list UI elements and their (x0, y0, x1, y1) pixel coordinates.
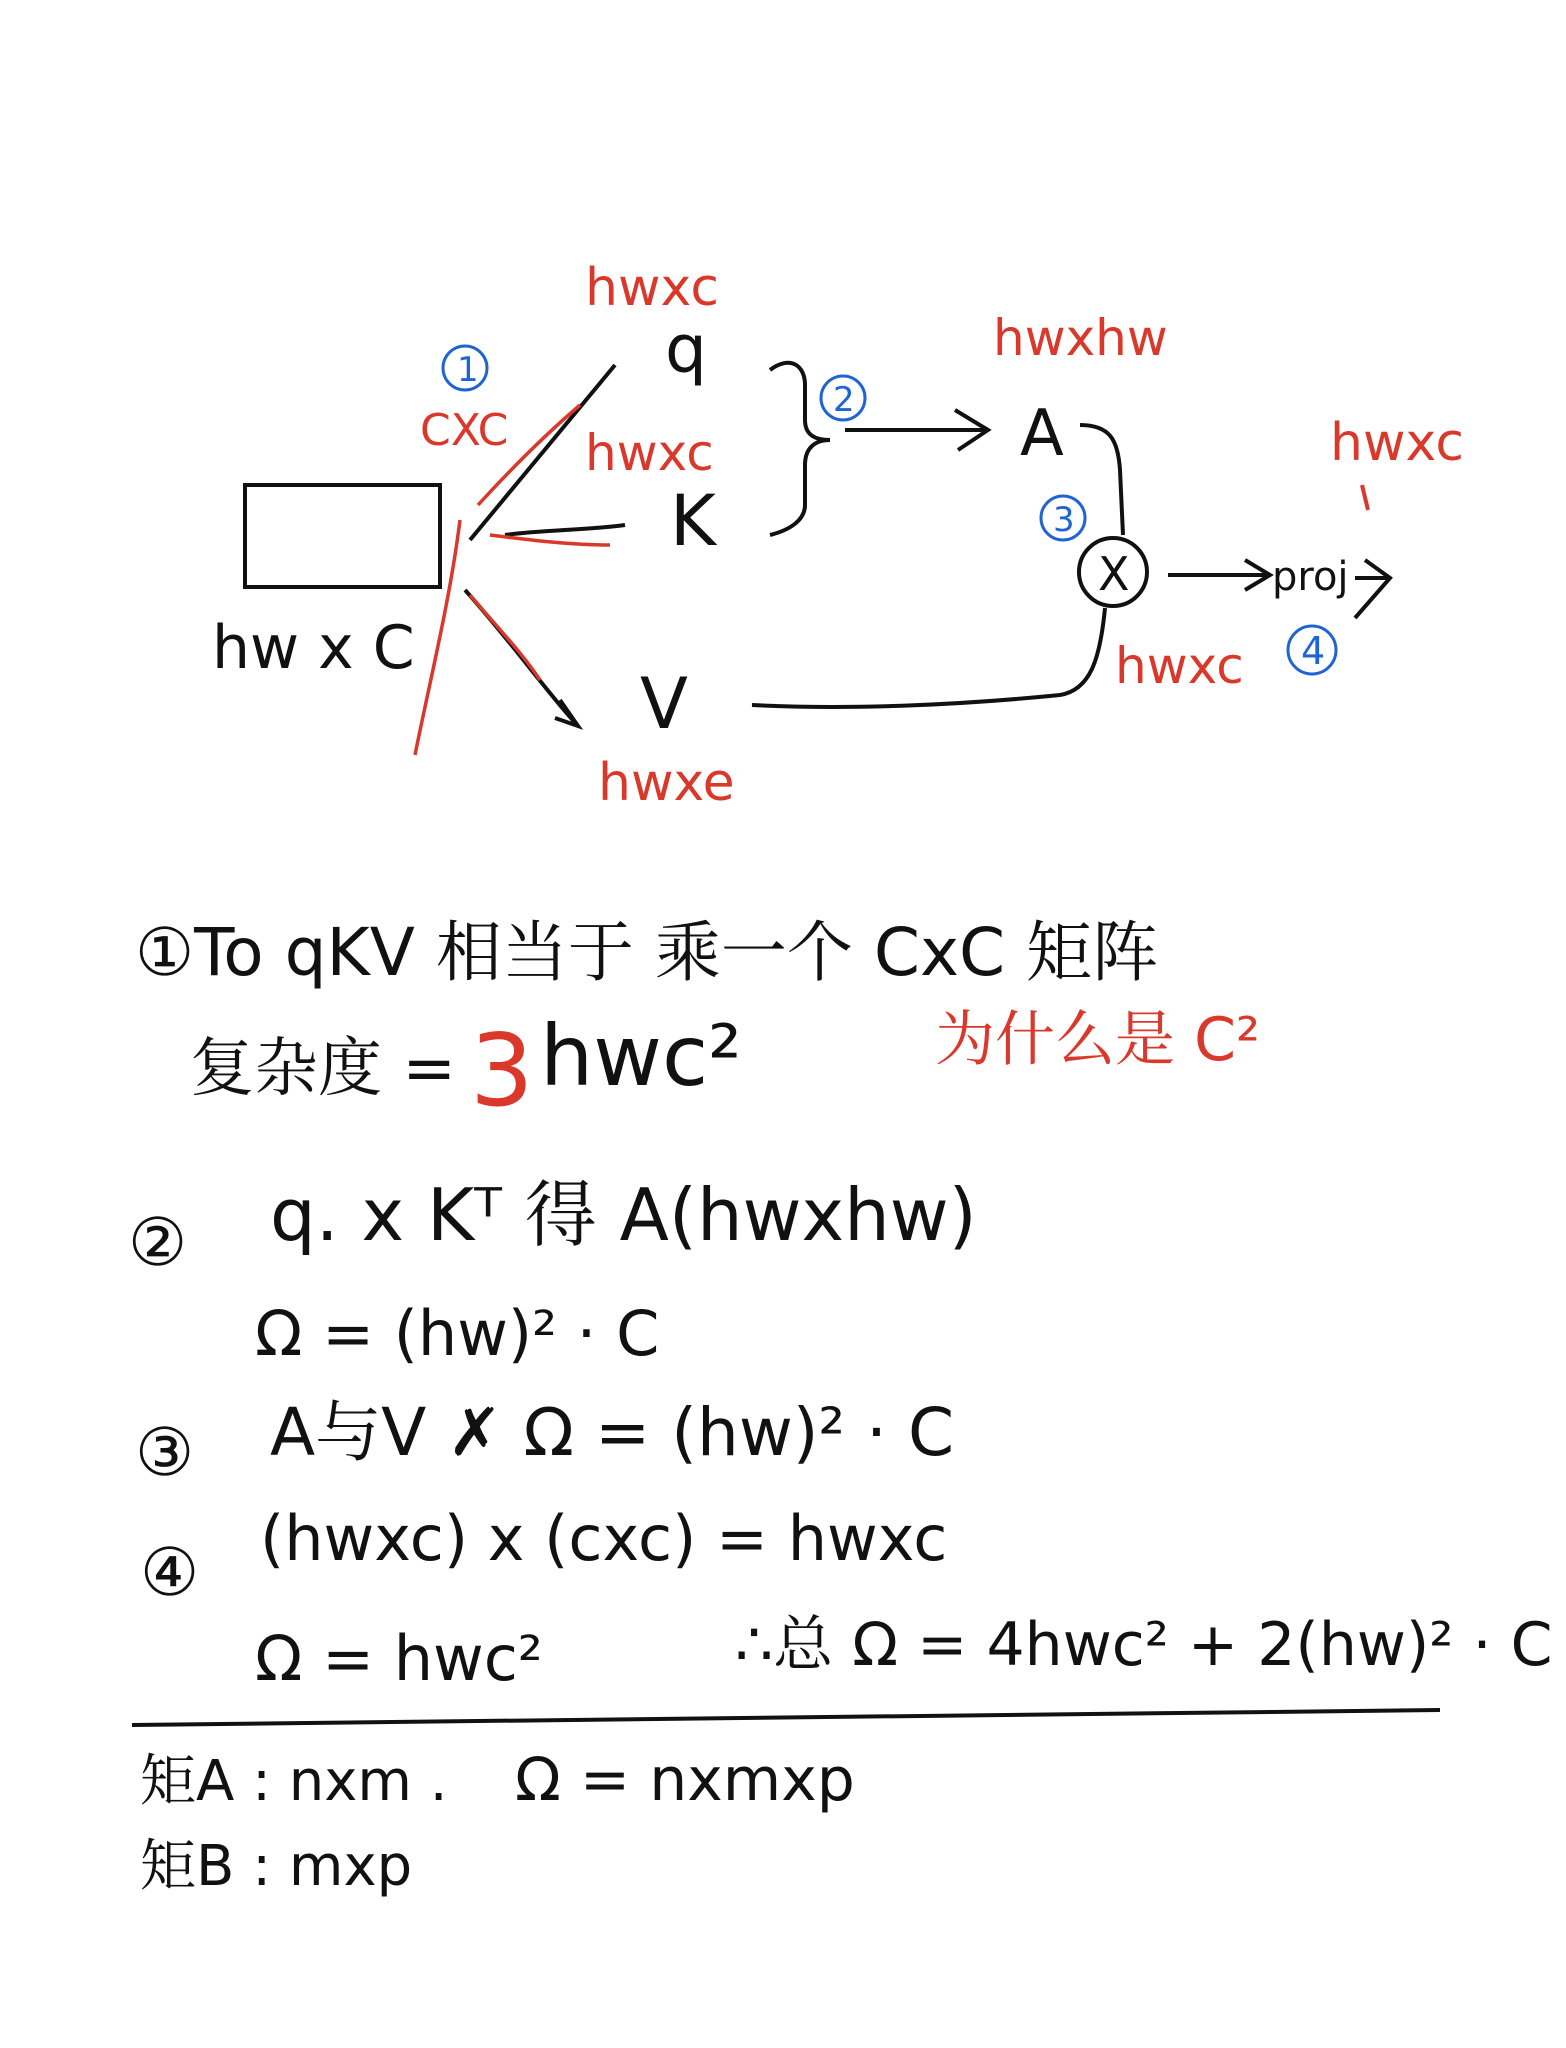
note-step4-omega: Ω = hwc² (255, 1622, 543, 1695)
qk-brace (770, 363, 830, 535)
note-step4-line: (hwxc) x (cxc) = hwxc (260, 1502, 948, 1575)
weight-split-line (415, 520, 460, 755)
v-to-multiply-line (752, 608, 1105, 707)
weight-v-line (470, 595, 540, 680)
q-shape-label: hwxc (585, 258, 719, 318)
q-symbol: q (665, 311, 707, 388)
note-step3-line: A与V ✗ Ω = (hw)² · C (270, 1394, 955, 1471)
step-1-number: 1 (457, 350, 479, 390)
step-2-number: 2 (833, 380, 855, 420)
multiply-output-shape: hwxc (1115, 637, 1244, 695)
step-3-number: 3 (1053, 500, 1075, 540)
multiply-symbol: X (1098, 547, 1130, 601)
output-tick-mark (1362, 485, 1368, 510)
note-step2-line: q. x Kᵀ 得 A(hwxhw) (270, 1173, 977, 1257)
note-matrix-omega: Ω = nxmxp (515, 1745, 855, 1815)
divider-line (132, 1710, 1440, 1725)
step-4-number: 4 (1301, 629, 1326, 673)
note-step4-mark: ④ (140, 1534, 200, 1611)
output-shape-label: hwxc (1330, 413, 1464, 473)
weight-shape-label: CXC (420, 405, 509, 456)
input-shape-label: hw x C (212, 613, 415, 683)
proj-out-arrowhead (1355, 560, 1390, 618)
A-symbol: A (1020, 397, 1064, 471)
v-shape-label: hwxe (598, 753, 735, 813)
proj-label: proj (1272, 554, 1349, 600)
input-feature-box (245, 485, 440, 587)
note-matrix-b: 矩B : mxp (140, 1834, 413, 1899)
note-step3-mark: ③ (135, 1414, 195, 1491)
weight-k-line (490, 535, 610, 545)
note-total-complexity: ∴总 Ω = 4hwc² + 2(hw)² · C (735, 1610, 1553, 1680)
note-step1-complexity-expr: hwc² (540, 1007, 742, 1105)
k-symbol: K (670, 480, 716, 562)
k-shape-label: hwxc (585, 424, 714, 482)
note-step1-question: 为什么是 C² (935, 1005, 1261, 1075)
v-symbol: V (640, 663, 688, 745)
branch-to-k (505, 525, 625, 535)
note-step1-complexity-coef: 3 (470, 1012, 534, 1129)
A-shape-label: hwxhw (993, 309, 1168, 367)
note-step1-complexity-label: 复杂度 = (190, 1032, 456, 1106)
note-step2-mark: ② (128, 1204, 188, 1281)
note-step2-omega: Ω = (hw)² · C (255, 1297, 660, 1370)
note-matrix-a: 矩A : nxm . (140, 1749, 448, 1814)
note-step1-line: ①To qKV 相当于 乘一个 CxC 矩阵 (135, 914, 1159, 991)
